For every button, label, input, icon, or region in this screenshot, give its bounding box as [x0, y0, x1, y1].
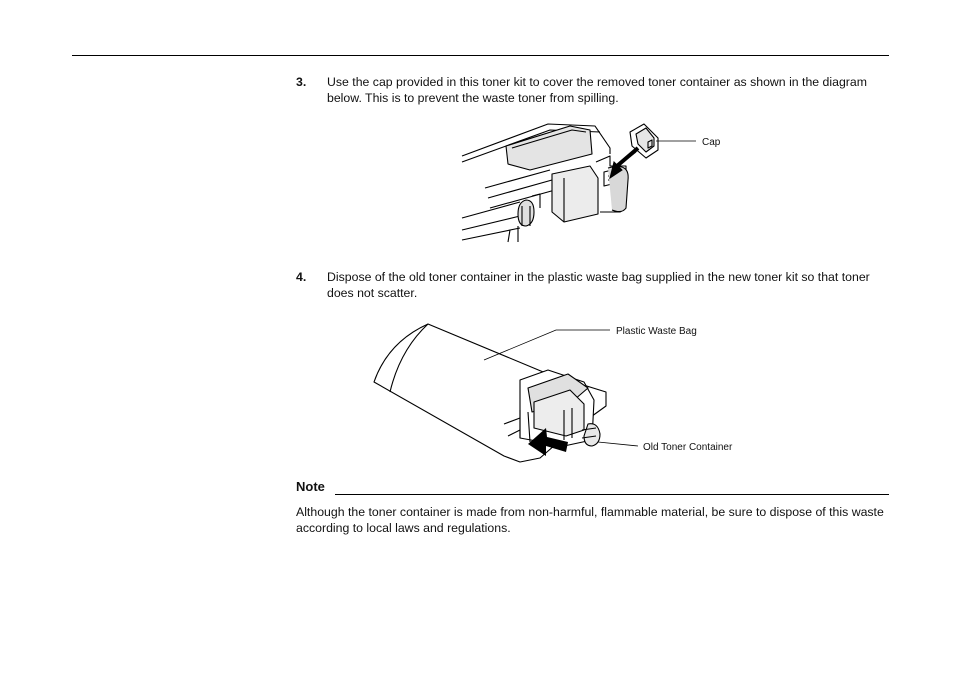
bag-label: Plastic Waste Bag: [616, 326, 697, 337]
container-core: [552, 166, 598, 222]
waste-bag-diagram: [370, 320, 750, 468]
container-handle-block: [506, 126, 592, 170]
note-rule: [335, 494, 889, 495]
cap-diagram: [460, 118, 730, 246]
note-text: Although the toner container is made from non-harmful, flammable material, be sure to dispose of this waste according to local laws and regulations.: [296, 505, 884, 535]
step-text: Dispose of the old toner container in the plastic waste bag supplied in the new toner kit so that toner does not scatter.: [327, 270, 870, 300]
container-gear: [518, 200, 534, 226]
cap-label: Cap: [702, 137, 721, 148]
note-heading: Note: [296, 479, 325, 494]
container-callout-line: [598, 442, 638, 446]
step-number: 3.: [296, 75, 307, 89]
container-label: Old Toner Container: [643, 442, 733, 453]
step-number: 4.: [296, 270, 307, 284]
header-rule: [72, 55, 889, 56]
step-text: Use the cap provided in this toner kit to cover the removed toner container as shown in the diagram below. This is to prevent the waste toner from spilling.: [327, 75, 867, 105]
